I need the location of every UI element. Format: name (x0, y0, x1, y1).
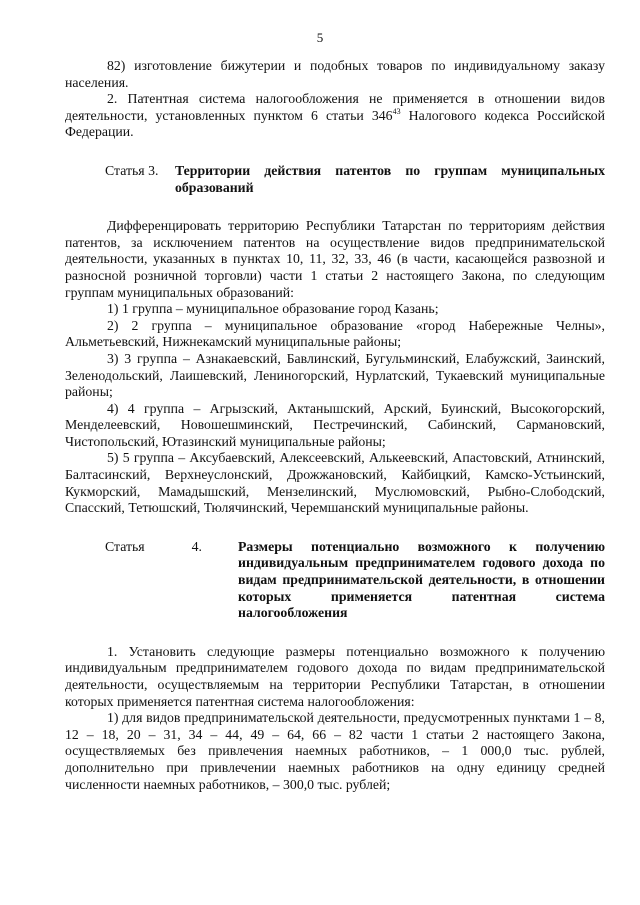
paragraph-2-text: 2. Патентная система налогообложения не применяется в отношении видов деятельности, установленных пунктом 6 статьи 346 (65, 91, 605, 123)
article-3-label: Статья 3. (105, 162, 159, 178)
article-3-intro: Дифференцировать территорию Республики Татарстан по территориям действия патентов, за исключением патентов на осуществление видов предпринимательской деятельности, указанных в пунктах 10, 11, 32, 33, 46 (в части, касающейся развозной и разносной розничной торговли) части 1 статьи 2 настоящего Закона, по следующим группам муниципальных образований: (65, 218, 605, 300)
article-superscript: 43 (392, 106, 401, 116)
article-3-heading (65, 163, 605, 196)
item-82-paragraph: 82) изготовление бижутерии и подобных товаров по индивидуальному заказу населения. (65, 58, 605, 90)
group-item: 2) 2 группа – муниципальное образование «город Набережные Челны», Альметьевский, Нижнекамский муниципальные районы; (65, 317, 605, 350)
paragraph-2 (65, 91, 605, 141)
article-4-heading (65, 539, 605, 622)
page-number: 5 (316, 30, 324, 45)
paragraph-2-tail: Налогового кодекса Российской Федерации. (65, 107, 605, 140)
document-body (65, 58, 605, 793)
group-item: 4) 4 группа – Агрызский, Актанышский, Арский, Буинский, Высокогорский, Менделеевский, Новошешминский, Пестречинский, Сабинский, Сармановский, Чистопольский, Ютазинский муниципальные районы; (65, 400, 605, 449)
group-item: 5) 5 группа – Аксубаевский, Алексеевский, Алькеевский, Апастовский, Атнинский, Балтасинский, Верхнеуслонский, Дрожжановский, Кайбицкий, Камско-Устьинский, Кукморский, Мамадышский, Мензелинский, Муслюмовский, Рыбно-Слободский, Спасский, Тетюшский, Тюлячинский, Черемшанский муниципальные районы. (65, 450, 605, 516)
article-4-label: Статья 4. (105, 538, 202, 554)
article-4-paragraph-1: 1. Установить следующие размеры потенциально возможного к получению индивидуальным предпринимателем годового дохода по видам предпринимательской деятельности, осуществляемым на территории Республики Татарстан, в отношении которых применяется патентная система налогообложения: (65, 643, 605, 709)
article-4-title: Размеры потенциально возможного к получению индивидуальным предпринимателем годового дохода по видам предпринимательской деятельности, в отношении которых применяется патентная система налогообложения (238, 538, 605, 621)
article-3-title: Территории действия патентов по группам муниципальных образований (175, 162, 605, 195)
group-item: 1) 1 группа – муниципальное образование город Казань; (107, 301, 439, 317)
group-item: 3) 3 группа – Азнакаевский, Бавлинский, Бугульминский, Елабужский, Заинский, Зеленодольский, Лаишевский, Лениногорский, Нурлатский, Тукаевский муниципальные районы; (65, 350, 605, 400)
article-4-item-1: 1) для видов предпринимательской деятельности, предусмотренных пунктами 1 – 8, 12 – 18, 20 – 31, 34 – 44, 49 – 64, 66 – 82 части 1 статьи 2 настоящего Закона, осуществляемых без привлечения наемных работников, – 1 000,0 тыс. рублей, дополнительно при привлечении наемных работников на одну единицу средней численности наемных работников, – 300,0 тыс. рублей; (65, 710, 605, 792)
